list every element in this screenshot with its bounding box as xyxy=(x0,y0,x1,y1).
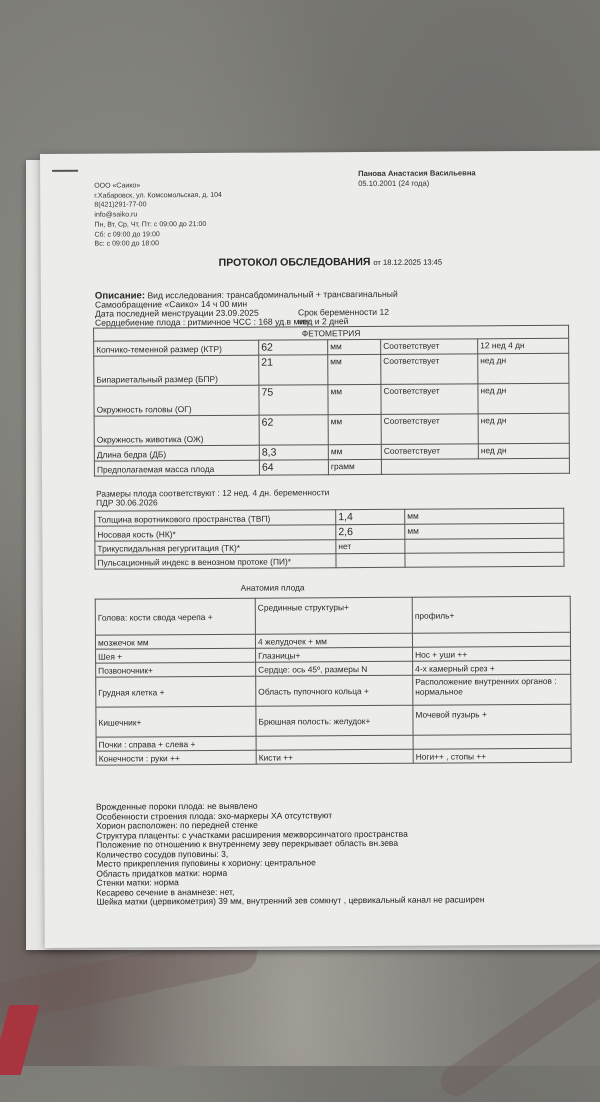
unit-cell: мм xyxy=(328,384,381,414)
fetal-heartbeat: Сердцебиение плода : ритмичное ЧСС : 168 уд.в мин. xyxy=(95,316,312,328)
patient-dob: 05.10.2001 (24 года) xyxy=(358,178,430,189)
anatomy-cell: Брюшная полость: желудок+ xyxy=(256,705,413,736)
term-cell: 12 нед 4 дн xyxy=(478,338,569,354)
finding-line: Врожденные пороки плода: не выявлено xyxy=(95,800,258,812)
clinic-info xyxy=(94,181,222,250)
value-cell: 62 xyxy=(259,415,328,445)
patient-info xyxy=(358,168,476,189)
table-row xyxy=(96,704,571,737)
term-cell: нед дн xyxy=(478,353,569,384)
param-cell: Предполагаемая масса плода xyxy=(94,460,259,476)
unit-cell xyxy=(405,538,564,553)
value-cell: 21 xyxy=(259,355,328,385)
param-cell: Пульсационный индекс в венозном протоке (ПИ)* xyxy=(95,554,336,569)
exam-type: Вид исследования: трансабдоминальный + трансвагинальный xyxy=(147,288,398,301)
finding-line: Особенности строения плода: эхо-маркеры ХА отсутствуют xyxy=(96,809,333,822)
value-cell: 2,6 xyxy=(336,524,405,539)
finding-line: Стенки матки: норма xyxy=(96,877,179,888)
value-cell: 8,3 xyxy=(259,445,328,460)
description-block xyxy=(95,290,398,328)
finding-line: Положение по отношению к внутреннему зеву перекрывает область вн.зева xyxy=(96,837,399,850)
clinic-hours-sunday: Вс: с 09:00 до 18:00 xyxy=(94,240,159,248)
status-cell: Соответствует xyxy=(381,444,478,460)
term-cell: нед дн xyxy=(478,383,569,414)
unit-cell: мм xyxy=(328,354,381,384)
anatomy-cell: Голова: кости свода черепа + xyxy=(95,598,255,635)
anatomy-cell: 4-х камерный срез + xyxy=(413,660,571,675)
param-cell: Носовая кость (НК)* xyxy=(95,525,336,541)
anatomy-cell: Почки : справа + слева + xyxy=(96,736,256,751)
anatomy-cell: Грудная клетка + xyxy=(96,676,256,707)
term-cell: нед дн xyxy=(478,413,569,444)
value-cell: 64 xyxy=(259,460,328,475)
fetal-size-summary xyxy=(96,488,329,507)
title-main: ПРОТОКОЛ ОБСЛЕДОВАНИЯ xyxy=(218,255,371,269)
gestation-term: Срок беременности 12 нед и 2 дней xyxy=(297,306,390,327)
unit-cell: мм xyxy=(405,508,564,524)
anatomy-cell: Ноги++ , стопы ++ xyxy=(413,748,571,763)
param-cell: Окружность головы (ОГ) xyxy=(94,385,259,416)
param-cell: Копчико-теменной размер (КТР) xyxy=(94,340,259,356)
param-cell: Окружность животика (ОЖ) xyxy=(94,415,259,446)
anatomy-cell: Сердце: ось 45º, размеры N xyxy=(256,661,413,676)
table-row xyxy=(94,353,569,386)
patient-name: Панова Анастасия Васильевна xyxy=(358,168,476,179)
empty-cell xyxy=(381,458,569,474)
table-row xyxy=(95,596,570,635)
document-title xyxy=(219,256,442,269)
finding-line: Количество сосудов пуповины: 3, xyxy=(96,848,229,860)
status-cell: Соответствует xyxy=(381,339,478,355)
anatomy-cell: Область пупочного кольца + xyxy=(256,675,413,706)
unit-cell: мм xyxy=(405,523,564,539)
value-cell: нет xyxy=(336,539,405,553)
clinic-email: info@saiko.ru xyxy=(94,211,138,219)
size-match: Размеры плода соответствуют : 12 нед. 4 дн. беременности xyxy=(96,487,330,499)
unit-cell xyxy=(405,552,564,567)
clinic-hours-weekdays: Пн, Вт, Ср, Чт, Пт: с 09:00 до 21:00 xyxy=(94,220,207,229)
anatomy-cell: Шея + xyxy=(96,648,256,663)
anatomy-title: Анатомия плода xyxy=(240,582,305,593)
staple-mark xyxy=(52,170,78,172)
anatomy-cell xyxy=(413,734,571,749)
anatomy-cell: 4 желудочек + мм xyxy=(255,633,412,648)
document-page xyxy=(40,151,600,948)
table-row xyxy=(95,552,564,569)
findings-list xyxy=(96,800,485,907)
table-row xyxy=(96,674,571,707)
anatomy-cell xyxy=(256,735,413,750)
markers-table xyxy=(94,508,564,570)
fetometry-table xyxy=(93,325,570,477)
clinic-phone: 8(421)291-77-00 xyxy=(94,201,147,210)
status-cell: Соответствует xyxy=(381,354,478,385)
value-cell: 1,4 xyxy=(336,509,405,524)
status-cell: Соответствует xyxy=(381,384,478,415)
title-date: от 18.12.2025 13:45 xyxy=(373,257,443,267)
finding-line: Область придатков матки: норма xyxy=(96,867,228,879)
anatomy-cell: Расположение внутренних органов : нормальное xyxy=(413,674,571,705)
param-cell: Толщина воротникового пространства (ТВП) xyxy=(95,510,336,526)
anatomy-cell: Кисти ++ xyxy=(256,749,413,764)
anatomy-cell: Позвоночник+ xyxy=(96,662,256,677)
anatomy-cell: Нос + уши ++ xyxy=(413,646,571,661)
status-cell: Соответствует xyxy=(381,414,478,445)
unit-cell: грамм xyxy=(328,459,381,474)
param-cell: Трикуспидальная регургитация (ТК)* xyxy=(95,540,336,555)
value-cell xyxy=(336,553,405,567)
clinic-address: г.Хабаровск, ул. Комсомольская, д. 104 xyxy=(94,191,222,200)
table-row xyxy=(94,383,569,416)
finding-line: Структура плаценты: с участками расширения межворсинчатого пространства xyxy=(96,828,408,841)
anatomy-cell: мозжечок мм xyxy=(95,634,255,649)
clinic-hours-saturday: Сб: с 09:00 до 19:00 xyxy=(94,230,160,239)
anatomy-table xyxy=(95,596,572,766)
unit-cell: мм xyxy=(328,444,381,459)
table-row xyxy=(96,748,571,765)
self-referral: Самообращение «Саико» 14 ч 00 мин xyxy=(94,298,248,310)
description-label: Описание: xyxy=(94,290,146,302)
param-cell: Длина бедра (ДБ) xyxy=(94,445,259,461)
background-fabric xyxy=(435,928,600,1102)
table-row xyxy=(94,458,569,476)
anatomy-cell: Срединные структуры+ xyxy=(255,597,412,634)
finding-line: Хорион расположен: по передней стенке xyxy=(96,819,258,831)
finding-line: Кесарево сечение в анамнезе: нет, xyxy=(96,886,235,898)
finding-line: Шейка матки (цервикометрия) 39 мм, внутренний зев сомкнут , цервикальный канал не расширен xyxy=(96,894,485,907)
anatomy-cell xyxy=(412,632,570,647)
value-cell: 75 xyxy=(259,385,328,415)
table-row xyxy=(94,413,569,446)
red-object-edge xyxy=(0,1005,39,1075)
anatomy-cell: Мочевой пузырь + xyxy=(413,704,571,735)
term-cell: нед дн xyxy=(478,443,569,459)
anatomy-cell: Конечности : руки ++ xyxy=(96,750,256,765)
clinic-name: ООО «Саико» xyxy=(94,182,141,190)
anatomy-cell: Кишечник+ xyxy=(96,706,256,737)
value-cell: 62 xyxy=(259,340,328,355)
anatomy-cell: профиль+ xyxy=(412,596,570,633)
fetometry-header: ФЕТОМЕТРИЯ xyxy=(94,325,569,341)
unit-cell: мм xyxy=(328,339,381,354)
anatomy-cell: Глазницы+ xyxy=(256,647,413,662)
estimated-due-date: ПДР 30.06.2026 xyxy=(96,497,158,508)
param-cell: Бипариетальный размер (БПР) xyxy=(94,355,259,386)
lmp-date: Дата последней менструации 23.09.2025 xyxy=(94,307,259,319)
finding-line: Место прикрепления пуповины к хориону: центральное xyxy=(96,857,316,869)
unit-cell: мм xyxy=(328,414,381,444)
